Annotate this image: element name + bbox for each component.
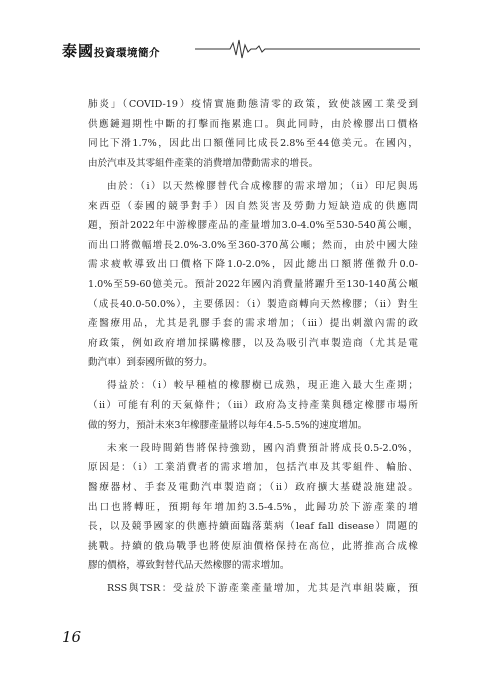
text-line: 動汽車）到泰國所做的努力。 bbox=[88, 357, 213, 369]
text-line: 做的努力，預計未來3年橡膠產量將以每年4.5-5.5%的速度增加。 bbox=[88, 419, 368, 431]
header-title-subtitle: 投資環境簡介 bbox=[94, 47, 161, 59]
text-line: 原因是：（i）工業消費者的需求增加，包括汽車及其零組件、輪胎、 bbox=[88, 462, 418, 474]
text-line: 1.0%至59-60億美元。預計2022年國內消費量將躍升至130-140萬公噸 bbox=[88, 278, 418, 290]
text-line: 來西亞（泰國的競爭對手）因自然災害及勞動力短缺造成的供應問 bbox=[88, 200, 418, 212]
text-line: 得益於：（i）較早種植的橡膠樹已成熟，現正進入最大生產期； bbox=[107, 380, 418, 392]
running-header bbox=[0, 36, 480, 60]
text-line: 同比下滑1.7%，因此出口額僅同比成長2.8%至44億美元。在國內， bbox=[88, 138, 418, 150]
text-line: 題，預計2022年中游橡膠產品的產量增加3.0-4.0%至530-540萬公噸， bbox=[88, 220, 418, 232]
header-title bbox=[62, 40, 161, 60]
header-title-country: 泰國 bbox=[62, 42, 95, 60]
text-line: 由於汽車及其零組件產業的消費增加帶動需求的增長。 bbox=[88, 157, 319, 169]
text-line: 肺炎」（COVID-19）疫情實施動態清零的政策，致使該國工業受到 bbox=[88, 99, 418, 110]
text-line: 而出口將微幅增長2.0%-3.0%至360-370萬公噸；然而，由於中國大陸 bbox=[88, 239, 418, 251]
text-line: 供應鏈週期性中斷的打擊而拖累進口。與此同時，由於橡膠出口價格 bbox=[88, 118, 418, 130]
text-line: 府政策，例如政府增加採購橡膠，以及為吸引汽車製造商（尤其是電 bbox=[88, 337, 418, 349]
text-line: 醫療器材、手套及電動汽車製造商；（ii）政府擴大基礎設施建設。 bbox=[88, 481, 418, 493]
text-line: （成長40.0-50.0%），主要係因：（i）製造商轉向天然橡膠；（ii）對生 bbox=[88, 298, 418, 310]
text-line: 膠的價格，導致對替代品天然橡膠的需求增加。 bbox=[88, 560, 290, 572]
text-line: （ii）可能有利的天氣條件；（iii）政府為支持產業與穩定橡膠市場所 bbox=[88, 400, 418, 411]
text-line: 出口也將轉旺，預期每年增加約3.5-4.5%，此歸功於下游產業的增 bbox=[88, 501, 418, 513]
text-line: 產醫療用品，尤其是乳膠手套的需求增加；（iii）提出刺激內需的政 bbox=[88, 318, 418, 330]
text-line: 長，以及競爭國家的供應持續面臨落葉病（leaf fall disease）問題的 bbox=[88, 521, 418, 533]
text-line: 挑戰。持續的俄烏戰爭也將使原油價格保持在高位，此將推高合成橡 bbox=[88, 540, 418, 552]
page-number: 16 bbox=[62, 628, 82, 646]
text-line: RSS與TSR：受益於下游產業產量增加，尤其是汽車組裝廠，預 bbox=[107, 583, 418, 595]
text-line: 由於：（i）以天然橡膠替代合成橡膠的需求增加；（ii）印尼與馬 bbox=[107, 180, 418, 192]
text-line: 需求疲軟導致出口價格下降1.0-2.0%，因此總出口額將僅微升0.0- bbox=[88, 259, 418, 271]
text-line: 未來一段時間銷售將保持強勁，國內消費預計將成長0.5-2.0%， bbox=[107, 442, 418, 454]
